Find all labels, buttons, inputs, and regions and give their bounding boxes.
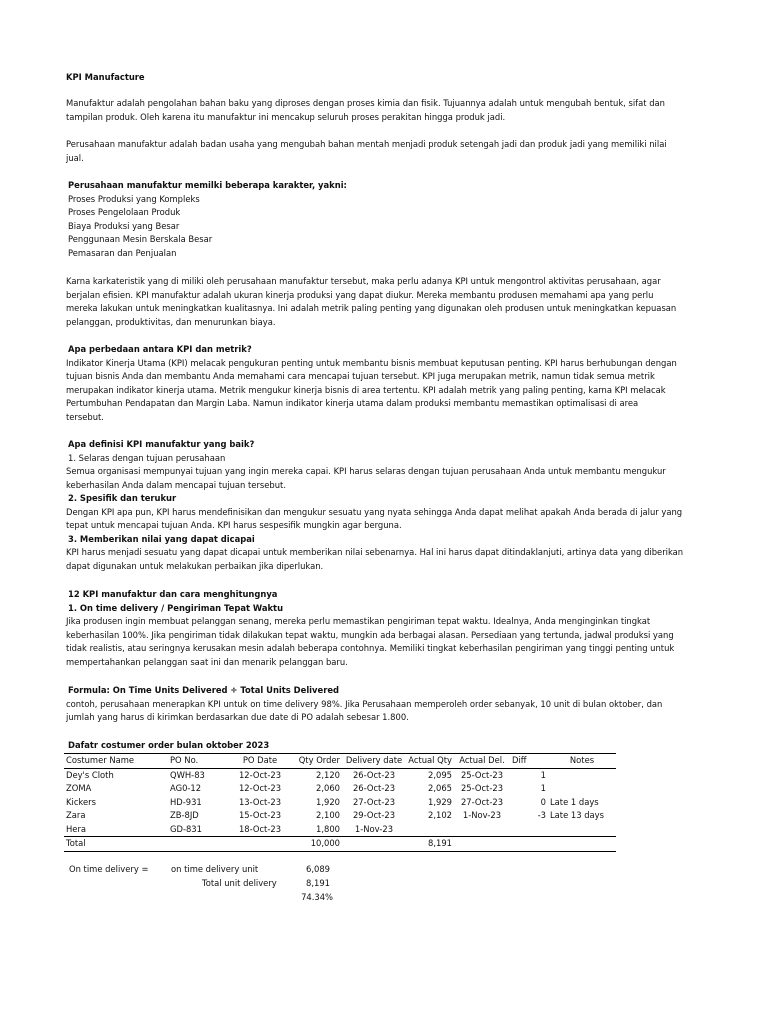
order-table (64, 753, 616, 852)
characteristics-heading: Perusahaan manufaktur memilki beberapa karakter, yakni: (68, 180, 347, 190)
table-cell: ZB-8JD (170, 810, 199, 820)
table-cell: 2,102 (428, 810, 452, 820)
table-cell: 1-Nov-23 (354, 823, 394, 834)
table-cell: 2,065 (428, 783, 452, 793)
paragraph-line: tujuan bisnis Anda dan membantu Anda memahami cara mencapai tujuan tersebut. KPI juga merupakan metrik, namun tidak semua metrik (66, 371, 655, 381)
paragraph-line: Karna karkateristik yang di miliki oleh perusahaan manufaktur tersebut, maka perlu adanya KPI untuk mengontrol aktivitas perusahaan, agar (66, 276, 661, 286)
table-cell: 26-Oct-23 (352, 769, 396, 780)
list-item: Proses Produksi yang Kompleks (68, 193, 200, 204)
point-title: 3. Memberikan nilai yang dapat dicapai (68, 533, 255, 544)
table-cell: 10,000 (290, 837, 342, 852)
paragraph-line: mereka lakukan untuk meningkatkan kualitasnya. Ini adalah metrik paling penting yang digunakan oleh produsen untuk meningkatkan kepuasan (66, 303, 677, 313)
table-cell: Kickers (66, 796, 96, 807)
table-cell: 2,100 (316, 810, 340, 820)
table-cell: Late 1 days (550, 796, 599, 807)
table-cell (548, 823, 616, 837)
definition-section (66, 438, 684, 573)
difference-heading: Apa perbedaan antara KPI dan metrik? (68, 344, 252, 354)
table-cell: 8,191 (406, 837, 454, 852)
paragraph-karakteristik (66, 275, 677, 329)
paragraph-line: contoh, perusahaan menerapkan KPI untuk on time delivery 98%. Jika Perusahaan memperoleh order sebanyak, 10 unit di bulan oktober, dan (66, 698, 663, 709)
paragraph-line: keberhasilan Anda dalam mencapai tujuan tersebut. (66, 479, 286, 490)
table-cell: 1-Nov-23 (462, 810, 502, 820)
calc-unit-value: 6,089 (306, 864, 330, 874)
table-cell: 2,120 (316, 769, 340, 780)
table-cell: 2,095 (428, 769, 452, 780)
paragraph-line: pelanggan, produktivitas, dan menurunkan biaya. (66, 316, 276, 327)
paragraph-line: dapat digunakan untuk melakukan perbaikan jika diperlukan. (66, 560, 324, 571)
table-row (64, 768, 616, 782)
point-title: 2. Spesifik dan terukur (68, 493, 177, 503)
point-title: 1. Selaras dengan tujuan perusahaan (68, 452, 226, 463)
table-cell: -3 (537, 810, 546, 820)
formula-heading: Formula: On Time Units Delivered ÷ Total Units Delivered (68, 685, 339, 695)
table-cell: 15-Oct-23 (238, 810, 282, 820)
paragraph-line: jumlah yang harus di kirimkan berdasarkan due date di PO adalah sebesar 1.800. (66, 712, 409, 722)
table-total-row (64, 837, 616, 852)
table-cell: QWH-83 (170, 769, 205, 780)
table-cell: 12-Oct-23 (238, 783, 282, 793)
paragraph-line: tersebut. (66, 411, 104, 422)
table-title: Dafatr costumer order bulan oktober 2023 (68, 740, 270, 750)
table-cell: 1 (540, 783, 546, 793)
paragraph-line: tidak realistis, atau seringnya kerusakan mesin adalah beberapa contohnya. Memiliki tingkat keberhasilan pengiriman yang tinggi penting untuk (66, 643, 675, 653)
paragraph-line: Manufaktur adalah pengolahan bahan baku yang diproses dengan proses kimia dan fisik. Tujuannya adalah untuk mengubah bentuk, sifat dan (66, 98, 665, 108)
paragraph-manufaktur (66, 97, 666, 124)
table-cell: 26-Oct-23 (352, 783, 396, 793)
paragraph-line: tepat untuk mencapai tujuan Anda. KPI harus sespesifik mungkin agar berguna. (66, 520, 402, 530)
table-cell: 25-Oct-23 (460, 769, 504, 780)
table-cell: Zara (66, 810, 86, 820)
calc-total-label: Total unit delivery (202, 878, 277, 888)
table-row (64, 823, 616, 837)
table-cell (548, 768, 616, 782)
table-cell: 27-Oct-23 (460, 796, 504, 807)
document-title: KPI Manufacture (66, 72, 145, 82)
kpi12-subheading: 1. On time delivery / Pengiriman Tepat Waktu (68, 602, 284, 613)
table-cell: Hera (66, 823, 87, 834)
list-item: Biaya Produksi yang Besar (68, 220, 180, 231)
table-cell: ZOMA (66, 783, 92, 793)
table-cell (548, 837, 616, 852)
table-cell (510, 837, 548, 852)
table-cell: 2,060 (316, 783, 340, 793)
paragraph-line: berjalan efisien. KPI manufaktur adalah ukuran kinerja produksi yang dapat diukur. Mereka membantu produsen memahami apa yang perlu (66, 289, 654, 300)
table-cell (230, 837, 290, 852)
table-cell: 1 (540, 769, 546, 780)
paragraph-line: merupakan indikator kinerja utama. Metrik mengukur kinerja bisnis di area tertentu. KPI adalah metrik yang paling penting, karna KPI melacak (66, 384, 666, 395)
table-header-row (64, 754, 616, 769)
calc-result: 74.34% (301, 892, 333, 902)
kpi12-heading: 12 KPI manufaktur dan cara menghitungnya (68, 589, 278, 599)
table-cell (454, 837, 510, 852)
paragraph-line: keberhasilan 100%. Jika pengiriman tidak dilakukan tepat waktu, mungkin ada berbagai alasan. Persediaan yang tertunda, jadwal produksi yang (66, 629, 674, 640)
table-cell: HD-931 (170, 796, 202, 807)
table-cell: 1,920 (316, 796, 340, 807)
table-cell: 25-Oct-23 (460, 783, 504, 793)
paragraph-line: jual. (66, 152, 84, 163)
table-cell (454, 823, 510, 837)
table-cell: Dey's Cloth (66, 769, 114, 780)
table-cell: 1,929 (428, 796, 452, 807)
list-item: Penggunaan Mesin Berskala Besar (68, 234, 213, 244)
table-row (64, 796, 616, 810)
table-cell: 27-Oct-23 (352, 796, 396, 807)
table-cell: 12-Oct-23 (238, 769, 282, 780)
paragraph-line: Pertumbuhan Pendapatan dan Margin Laba. Namun indikator kinerja utama dalam produksi membantu memastikan optimalisasi di area (66, 398, 639, 408)
difference-section (66, 343, 677, 424)
table-row (64, 809, 616, 823)
paragraph-line: Dengan KPI apa pun, KPI harus mendefinisikan dan mengukur sesuatu yang nyata sehingga Anda dapat melihat apakah Anda berada di jalur yang (66, 506, 683, 517)
column-header: Actual Del. (454, 754, 510, 769)
paragraph-line: tampilan produk. Oleh karena itu manufaktur ini mencakup seluruh proses perakitan hingga produk jadi. (66, 111, 506, 122)
paragraph-line: Semua organisasi mempunyai tujuan yang ingin mereka capai. KPI harus selaras dengan tujuan perusahaan Anda untuk membantu mengukur (66, 466, 666, 476)
table-cell: 1,800 (316, 823, 340, 834)
table-cell: 29-Oct-23 (352, 810, 396, 820)
paragraph-line: Indikator Kinerja Utama (KPI) melacak pengukuran penting untuk membantu bisnis membuat keputusan penting. KPI harus berhubungan dengan (66, 357, 677, 368)
table-cell: Late 13 days (550, 810, 604, 820)
calc-unit-label: on time delivery unit (171, 864, 259, 874)
column-header: Notes (548, 754, 616, 769)
formula-section (66, 684, 666, 725)
paragraph-line: mempertahankan pelanggan saat ini dan menarik pelanggan baru. (66, 656, 348, 667)
column-header: Delivery date (342, 754, 406, 769)
table-cell: 13-Oct-23 (238, 796, 282, 807)
column-header: PO No. (168, 754, 230, 769)
table-cell: AG0-12 (170, 783, 202, 793)
calc-total-value: 8,191 (306, 878, 330, 888)
list-item: Proses Pengelolaan Produk (68, 207, 181, 217)
definition-heading: Apa definisi KPI manufaktur yang baik? (68, 439, 255, 449)
column-header: Costumer Name (64, 754, 168, 769)
table-cell (510, 823, 548, 837)
calc-label: On time delivery = (69, 864, 149, 874)
kpi12-section (66, 588, 675, 669)
paragraph-line: Perusahaan manufaktur adalah badan usaha yang mengubah bahan mentah menjadi produk setengah jadi dan produk jadi yang memiliki nilai (66, 139, 667, 149)
table-cell: 18-Oct-23 (238, 823, 282, 834)
table-cell (548, 782, 616, 796)
paragraph-perusahaan (66, 138, 666, 165)
table-row (64, 782, 616, 796)
table-cell: 0 (540, 796, 546, 807)
paragraph-line: Jika produsen ingin membuat pelanggan senang, mereka perlu memastikan pengiriman tepat waktu. Idealnya, Anda menginginkan tingkat (66, 616, 651, 626)
table-cell (168, 837, 230, 852)
characteristics-section (66, 179, 666, 260)
column-header: Qty Order (290, 754, 342, 769)
column-header: Diff (510, 754, 548, 769)
column-header: PO Date (230, 754, 290, 769)
table-cell: GD-831 (170, 823, 202, 834)
column-header: Actual Qty (406, 754, 454, 769)
table-cell: Total (64, 837, 168, 852)
table-cell (406, 823, 454, 837)
paragraph-line: KPI harus menjadi sesuatu yang dapat dicapai untuk memberikan nilai sebenarnya. Hal ini harus dapat ditindaklanjuti, artinya data yang diberikan (66, 547, 684, 557)
list-item: Pemasaran dan Penjualan (68, 247, 177, 258)
table-cell (342, 837, 406, 852)
